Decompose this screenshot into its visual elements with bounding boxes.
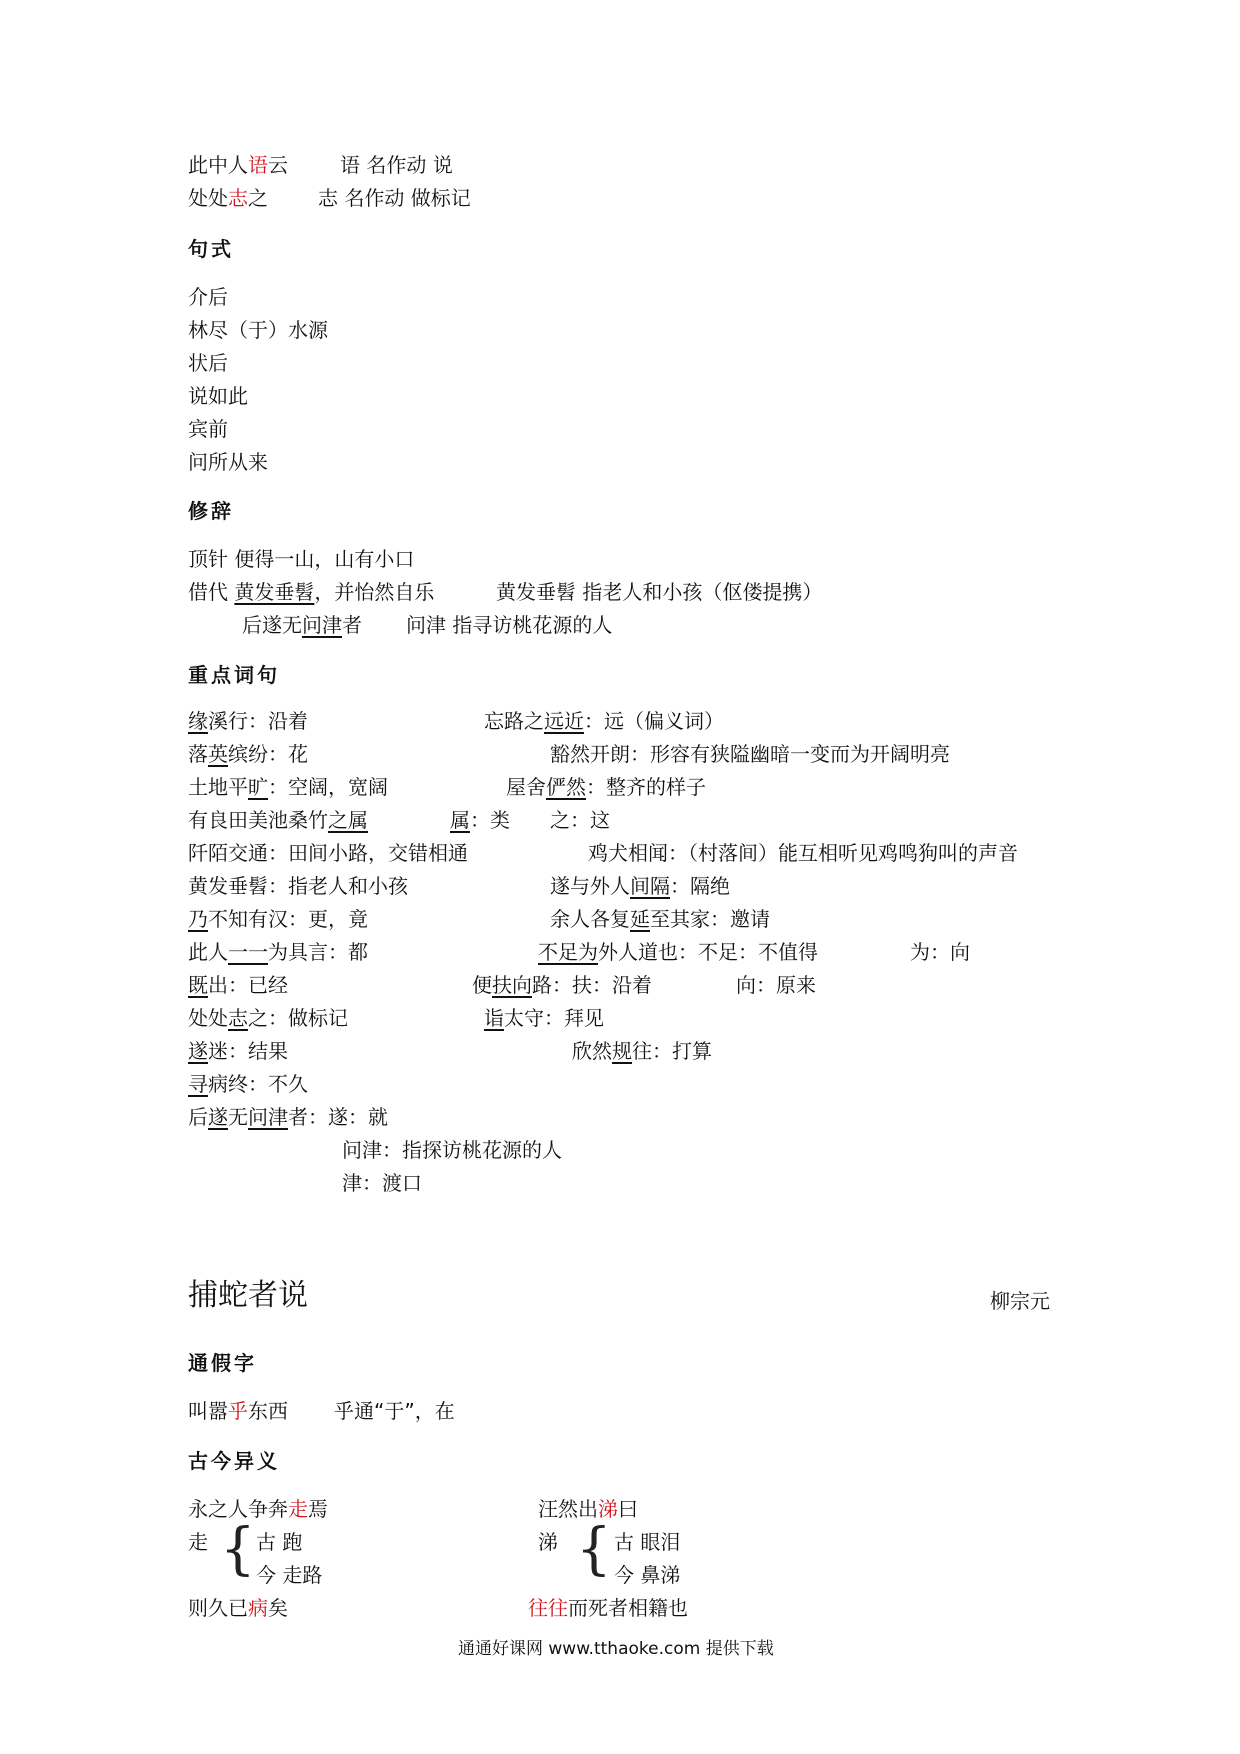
list-item: 缘溪行：沿着 bbox=[188, 709, 308, 733]
list-item: 处处志之：做标记 bbox=[188, 1006, 348, 1030]
list-item: 乃不知有汉：更，竟 bbox=[188, 907, 368, 931]
section-heading: 通假字 bbox=[188, 1351, 257, 1375]
list-item: 属：类 bbox=[450, 808, 510, 832]
section-heading: 重点词句 bbox=[188, 663, 280, 687]
list-item: 寻病终：不久 bbox=[188, 1072, 308, 1096]
list-item: 说如此 bbox=[188, 384, 248, 408]
list-item: 借代 黄发垂髫，并怡然自乐 bbox=[188, 580, 435, 604]
list-item: 黄发垂髫：指老人和小孩 bbox=[188, 874, 408, 898]
article-author: 柳宗元 bbox=[990, 1289, 1050, 1313]
list-item: 则久已病矣 bbox=[188, 1596, 288, 1620]
word-line: 此中人语云 bbox=[188, 153, 288, 177]
list-item: 状后 bbox=[188, 351, 228, 375]
list-item: 阡陌交通：田间小路，交错相通 bbox=[188, 841, 468, 865]
list-item: 有良田美池桑竹之属 bbox=[188, 808, 368, 832]
list-item: 之：这 bbox=[550, 808, 610, 832]
list-item: 此人一一为具言：都 bbox=[188, 940, 368, 964]
section-heading: 古今异义 bbox=[188, 1449, 280, 1473]
list-item: 为：向 bbox=[910, 940, 970, 964]
section-heading: 句式 bbox=[188, 237, 234, 261]
gloss: 乎通“于”，在 bbox=[334, 1399, 455, 1423]
list-item: 便扶向路：扶：沿着 bbox=[472, 973, 652, 997]
word-label: 涕 bbox=[538, 1530, 558, 1554]
gloss: 问津 指寻访桃花源的人 bbox=[406, 613, 613, 637]
list-item: 遂迷：结果 bbox=[188, 1039, 288, 1063]
list-item: 问津：指探访桃花源的人 bbox=[342, 1138, 562, 1162]
gloss: 古 跑 bbox=[256, 1530, 303, 1554]
list-item: 忘路之远近：远（偏义词） bbox=[484, 709, 724, 733]
gloss: 志 名作动 做标记 bbox=[318, 186, 471, 210]
list-item: 余人各复延至其家：邀请 bbox=[550, 907, 770, 931]
word-line: 处处志之 bbox=[188, 186, 268, 210]
gloss: 古 眼泪 bbox=[614, 1530, 681, 1554]
brace-icon: { bbox=[576, 1517, 612, 1582]
list-item: 永之人争奔走焉 bbox=[188, 1497, 328, 1521]
article-title: 捕蛇者说 bbox=[188, 1278, 308, 1313]
gloss: 今 鼻涕 bbox=[614, 1563, 681, 1587]
list-item: 欣然规往：打算 bbox=[572, 1039, 712, 1063]
list-item: 鸡犬相闻：（村落间）能互相听见鸡鸣狗叫的声音 bbox=[588, 841, 1018, 865]
list-item: 向：原来 bbox=[736, 973, 816, 997]
list-item: 汪然出涕曰 bbox=[538, 1497, 638, 1521]
list-item: 诣太守：拜见 bbox=[484, 1006, 604, 1030]
list-item: 后遂无问津者：遂：就 bbox=[188, 1105, 388, 1129]
section-heading: 修辞 bbox=[188, 499, 234, 523]
gloss: 黄发垂髫 指老人和小孩（伛偻提携） bbox=[496, 580, 823, 604]
list-item: 不足为外人道也：不足：不值得 bbox=[538, 940, 818, 964]
list-item: 既出：已经 bbox=[188, 973, 288, 997]
list-item: 林尽（于）水源 bbox=[188, 318, 328, 342]
brace-icon: { bbox=[220, 1517, 256, 1582]
list-item: 宾前 bbox=[188, 417, 228, 441]
list-item: 土地平旷：空阔，宽阔 bbox=[188, 775, 388, 799]
list-item: 问所从来 bbox=[188, 450, 268, 474]
list-item: 往往而死者相籍也 bbox=[528, 1596, 688, 1620]
list-item: 遂与外人间隔：隔绝 bbox=[550, 874, 730, 898]
list-item: 豁然开朗：形容有狭隘幽暗一变而为开阔明亮 bbox=[550, 742, 950, 766]
gloss: 语 名作动 说 bbox=[340, 153, 453, 177]
list-item: 落英缤纷：花 bbox=[188, 742, 308, 766]
list-item: 顶针 便得一山，山有小口 bbox=[188, 547, 415, 571]
list-item: 介后 bbox=[188, 285, 228, 309]
list-item: 津：渡口 bbox=[342, 1171, 422, 1195]
list-item: 后遂无问津者 bbox=[242, 613, 362, 637]
page-footer: 通通好课网 www.tthaoke.com 提供下载 bbox=[458, 1639, 774, 1659]
word-label: 走 bbox=[188, 1530, 208, 1554]
list-item: 叫嚣乎东西 bbox=[188, 1399, 288, 1423]
list-item: 屋舍俨然：整齐的样子 bbox=[506, 775, 706, 799]
gloss: 今 走路 bbox=[256, 1563, 323, 1587]
